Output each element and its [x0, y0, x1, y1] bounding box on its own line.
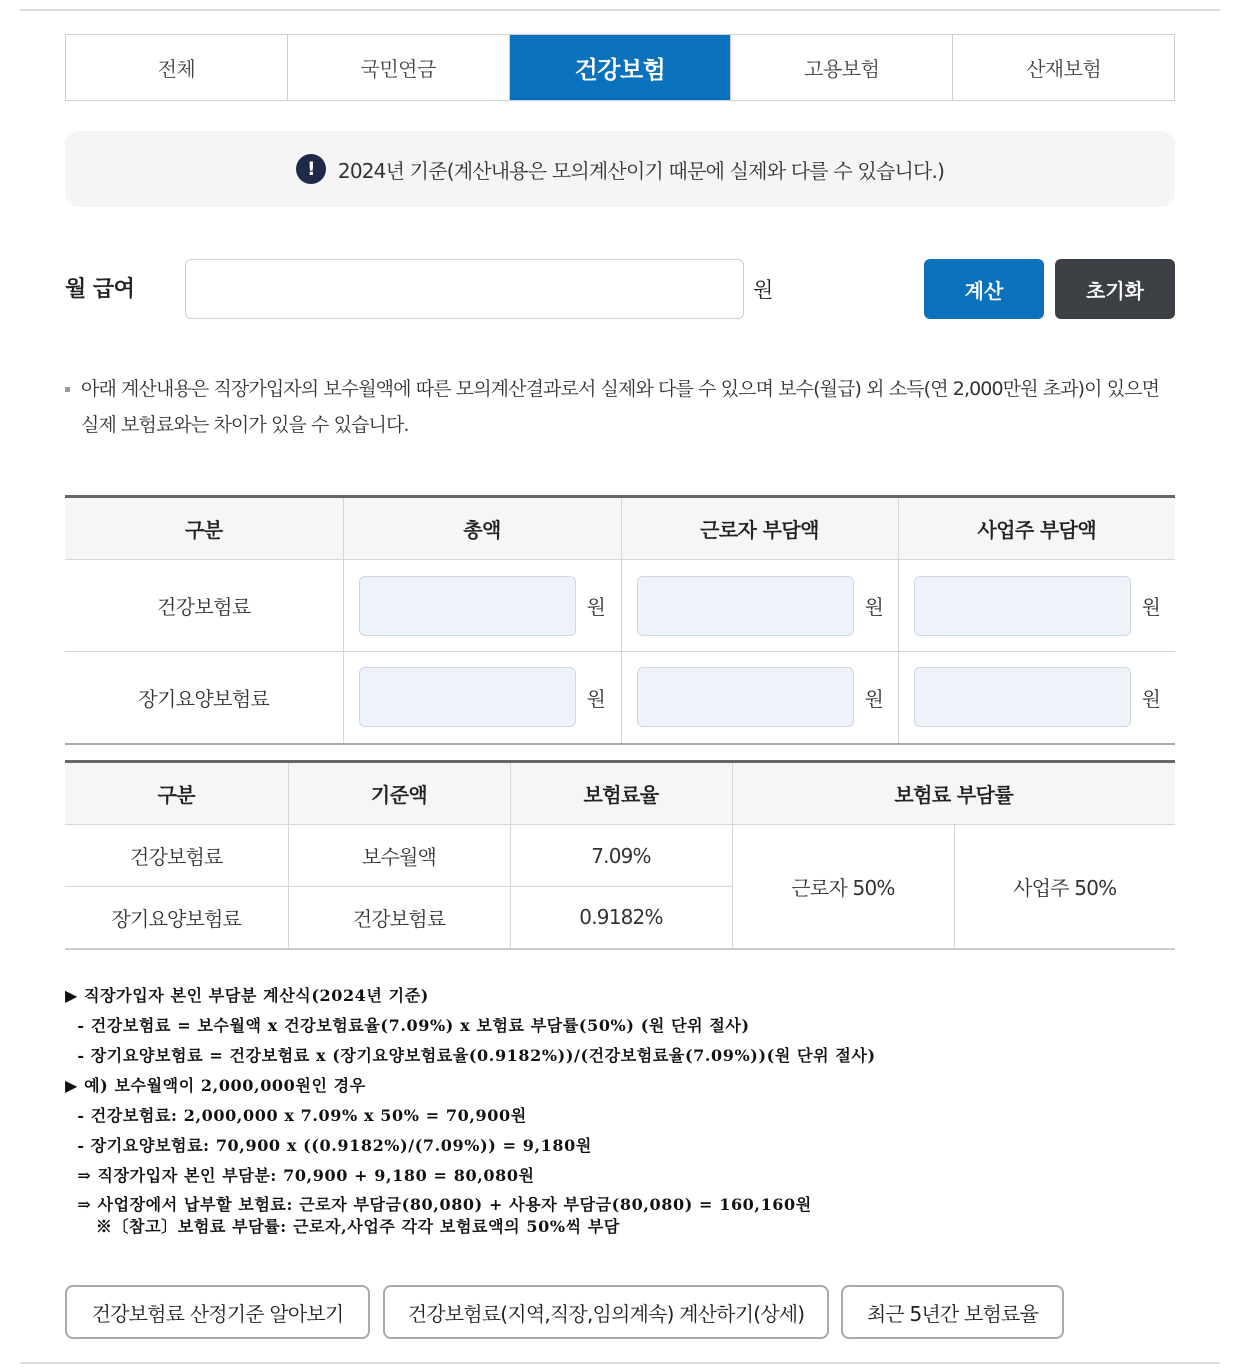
- table-row: [65, 825, 1175, 887]
- tab-industrial-accident-insurance[interactable]: 산재보험: [953, 35, 1174, 100]
- row-label: 건강보험료: [65, 560, 343, 652]
- tab-health-insurance[interactable]: 건강보험: [510, 35, 732, 100]
- calculate-button[interactable]: 계산: [924, 259, 1044, 319]
- formula-line: - 건강보험료 = 보수월액 x 건강보험료율(7.09%) x 보험료 부담률(50%) (원 단위 절사): [65, 1016, 750, 1035]
- detailed-calculator-button[interactable]: 건강보험료(지역,직장,임의계속) 계산하기(상세): [383, 1285, 829, 1339]
- unit-label: 원: [864, 686, 884, 711]
- formula-line: - 장기요양보험료 = 건강보험료 x (장기요양보험료율(0.9182%))/(건강보험료율(7.09%))(원 단위 절사): [65, 1046, 876, 1065]
- description-text: 아래 계산내용은 직장가입자의 보수월액에 따른 모의계산결과로서 실제와 다를 수 있으며 보수(월급) 외 소득(연 2,000만원 초과)이 있으면 실제 보험료와는 차이가 있을 수 있습니다.: [81, 378, 1160, 436]
- rate-header: 보험료 부담률: [732, 762, 1175, 825]
- top-divider: [20, 9, 1220, 11]
- notice-text: 2024년 기준(계산내용은 모의계산이기 때문에 실제와 다를 수 있습니다.): [337, 158, 945, 183]
- salary-unit: 원: [753, 278, 774, 302]
- rate-row-label: 장기요양보험료: [65, 887, 288, 949]
- tab-all[interactable]: 전체: [66, 35, 288, 100]
- ltc-worker-output: [637, 667, 854, 727]
- notice-banner: [65, 131, 1175, 207]
- employer-share: 사업주 50%: [954, 825, 1175, 949]
- rate-row-label: 건강보험료: [65, 825, 288, 887]
- unit-label: 원: [864, 595, 884, 619]
- salary-input[interactable]: [185, 259, 744, 319]
- formula-line: - 장기요양보험료: 70,900 x ((0.9182%)/(7.09%)) = 9,180원: [65, 1136, 592, 1155]
- result-header: 총액: [343, 497, 621, 560]
- unit-label: 원: [586, 595, 606, 619]
- formula-line: - 건강보험료: 2,000,000 x 7.09% x 50% = 70,900원: [65, 1106, 527, 1125]
- worker-share: 근로자 50%: [732, 825, 954, 949]
- exclamation-icon: !: [296, 154, 326, 184]
- insurance-tabs: [65, 34, 1175, 101]
- bottom-divider: [20, 1362, 1220, 1364]
- premium-criteria-button[interactable]: 건강보험료 산정기준 알아보기: [65, 1285, 370, 1339]
- health-total-output: [359, 576, 576, 636]
- tab-national-pension[interactable]: 국민연금: [288, 35, 510, 100]
- rate-header: 보험료율: [510, 762, 732, 825]
- reset-button[interactable]: 초기화: [1055, 259, 1175, 319]
- bullet-icon: [65, 387, 70, 392]
- formula-line: ⇒ 사업장에서 납부할 보험료: 근로자 부담금(80,080) + 사용자 부담금(80,080) = 160,160원: [65, 1195, 812, 1214]
- rate-base: 건강보험료: [288, 887, 510, 949]
- result-header-row: [65, 497, 1175, 560]
- formula-block: [65, 985, 876, 1239]
- unit-label: 원: [1141, 595, 1161, 619]
- tab-employment-insurance[interactable]: 고용보험: [731, 35, 953, 100]
- rate-header: 구분: [65, 762, 288, 825]
- calculation-description: [65, 371, 1175, 443]
- rate-value: 7.09%: [510, 825, 732, 887]
- formula-line: ⇒ 직장가입자 본인 부담분: 70,900 + 9,180 = 80,080원: [65, 1166, 535, 1185]
- health-worker-output: [637, 576, 854, 636]
- unit-label: 원: [586, 686, 606, 711]
- table-row: [65, 652, 1175, 744]
- rate-table: [65, 760, 1175, 950]
- formula-line: ▶ 직장가입자 본인 부담분 계산식(2024년 기준): [65, 986, 429, 1005]
- table-row: [65, 560, 1175, 652]
- formula-line: ※〔참고〕보험료 부담률: 근로자,사업주 각각 보험료액의 50%씩 부담: [65, 1217, 620, 1236]
- row-label: 장기요양보험료: [65, 652, 343, 744]
- rate-header-row: [65, 762, 1175, 825]
- result-table: [65, 495, 1175, 745]
- ltc-total-output: [359, 667, 576, 727]
- rate-value: 0.9182%: [510, 887, 732, 949]
- unit-label: 원: [1141, 686, 1161, 711]
- salary-label: 월 급여: [65, 277, 135, 302]
- result-header: 구분: [65, 497, 343, 560]
- rate-base: 보수월액: [288, 825, 510, 887]
- health-employer-output: [914, 576, 1131, 636]
- result-header: 근로자 부담액: [621, 497, 898, 560]
- rate-header: 기준액: [288, 762, 510, 825]
- formula-line: ▶ 예) 보수월액이 2,000,000원인 경우: [65, 1076, 366, 1095]
- result-header: 사업주 부담액: [898, 497, 1175, 560]
- ltc-employer-output: [914, 667, 1131, 727]
- recent-rates-button[interactable]: 최근 5년간 보험료율: [841, 1285, 1064, 1339]
